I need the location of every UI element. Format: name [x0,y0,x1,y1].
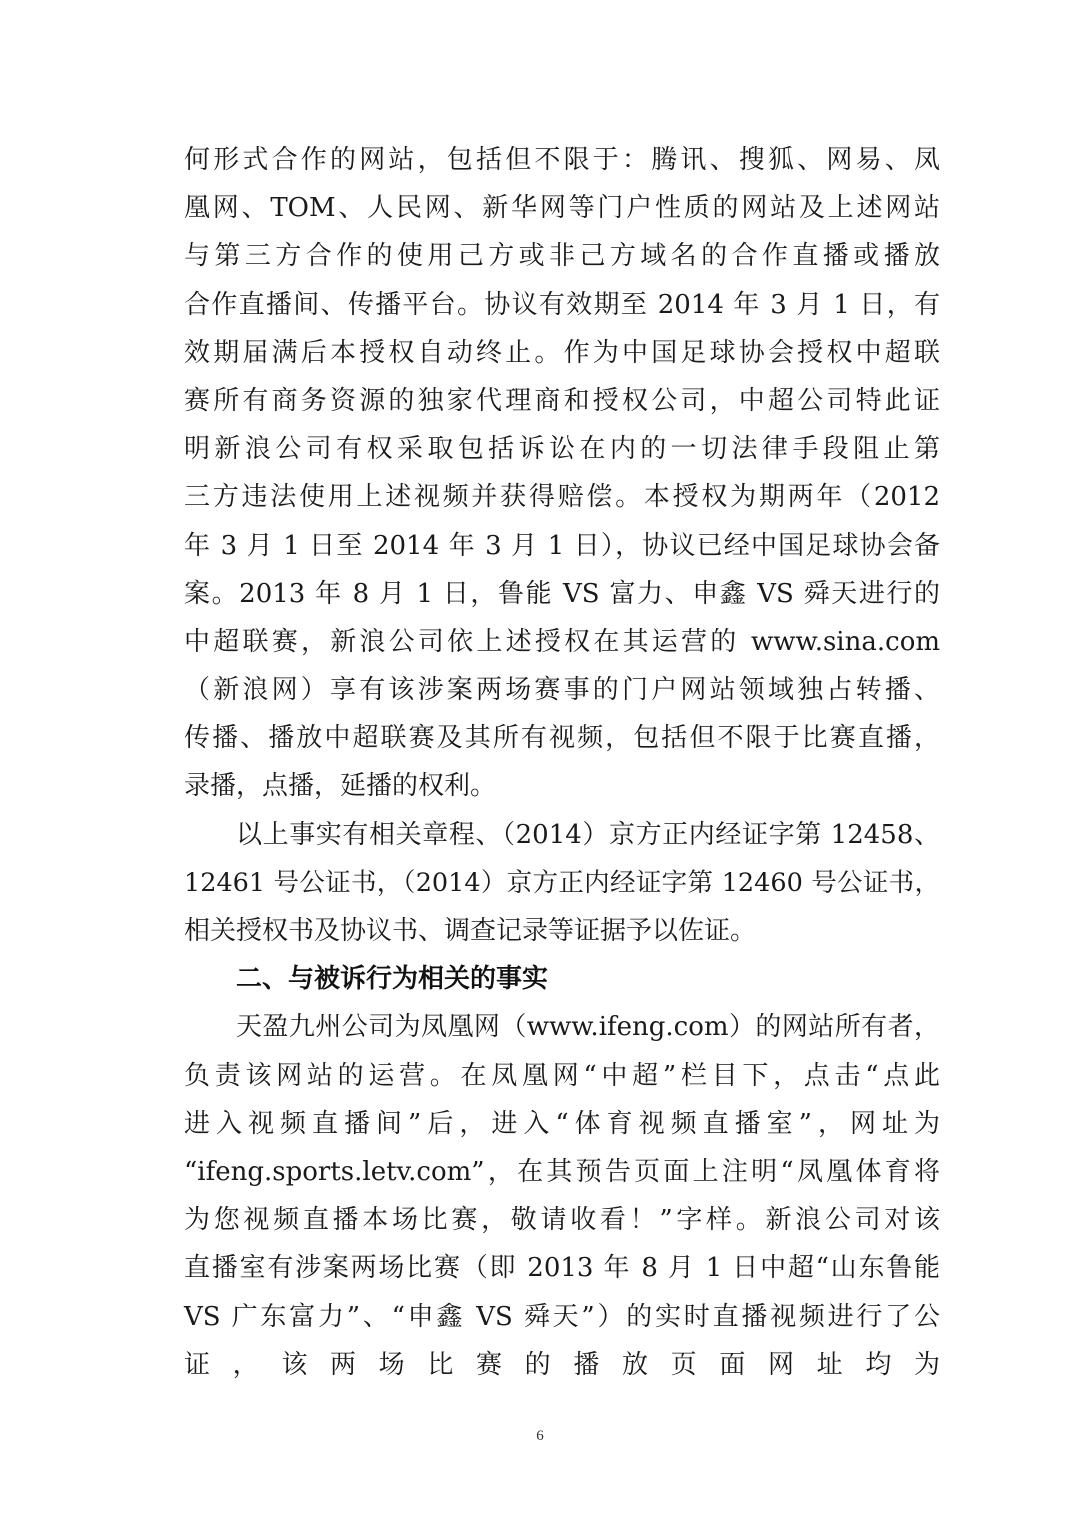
text-line: 证，该两场比赛的播放页面网址均为 [184,1349,940,1380]
text-line: 传播、播放中超联赛及其所有视频，包括但不限于比赛直播， [184,723,940,754]
text-line: 赛所有商务资源的独家代理商和授权公司，中超公司特此证 [184,385,940,416]
text-line: 12461 号公证书，（2014）京方正内经证字第 12460 号公证书， [184,867,940,898]
text-line: “ifeng.sports.letv.com”，在其预告页面上注明“凤凰体育将 [184,1156,940,1187]
text-line: 合作直播间、传播平台。协议有效期至 2014 年 3 月 1 日，有 [184,289,940,320]
text-line: 案。2013 年 8 月 1 日，鲁能 VS 富力、申鑫 VS 舜天进行的 [184,578,940,609]
text-line: 效期届满后本授权自动终止。作为中国足球协会授权中超联 [184,337,940,368]
text-line: 何形式合作的网站，包括但不限于：腾讯、搜狐、网易、凤 [184,145,940,175]
text-line: 天盈九州公司为凤凰网（www.ifeng.com）的网站所有者， [236,1012,940,1043]
text-line: 三方违法使用上述视频并获得赔偿。本授权为期两年（2012 [184,482,940,513]
document-body [184,136,940,1389]
text-line: 凰网、TOM、人民网、新华网等门户性质的网站及上述网站 [184,193,940,224]
text-line: 与第三方合作的使用己方或非己方域名的合作直播或播放 [184,241,940,272]
text-line: 明新浪公司有权采取包括诉讼在内的一切法律手段阻止第 [184,434,940,465]
text-line: 以上事实有相关章程、（2014）京方正内经证字第 12458、 [236,819,940,850]
section-heading: 二、与被诉行为相关的事实 [236,964,549,995]
text-line: 中超联赛，新浪公司依上述授权在其运营的 www.sina.com [184,626,940,657]
text-line: 负责该网站的运营。在凤凰网“中超”栏目下，点击“点此 [184,1060,940,1091]
page-number: 6 [536,1428,544,1444]
text-line: 为您视频直播本场比赛，敬请收看！”字样。新浪公司对该 [184,1205,940,1236]
text-line: 相关授权书及协议书、调查记录等证据予以佐证。 [184,916,757,946]
text-line: 进入视频直播间”后，进入“体育视频直播室”，网址为 [184,1108,940,1139]
text-line: 直播室有涉案两场比赛（即 2013 年 8 月 1 日中超“山东鲁能 [184,1253,940,1284]
text-line: 录播，点播，延播的权利。 [184,771,497,802]
text-line: （新浪网）享有该涉案两场赛事的门户网站领域独占转播、 [184,675,940,706]
text-line: VS 广东富力”、“申鑫 VS 舜天”）的实时直播视频进行了公 [184,1301,940,1332]
text-line: 年 3 月 1 日至 2014 年 3 月 1 日），协议已经中国足球协会备 [184,530,940,561]
